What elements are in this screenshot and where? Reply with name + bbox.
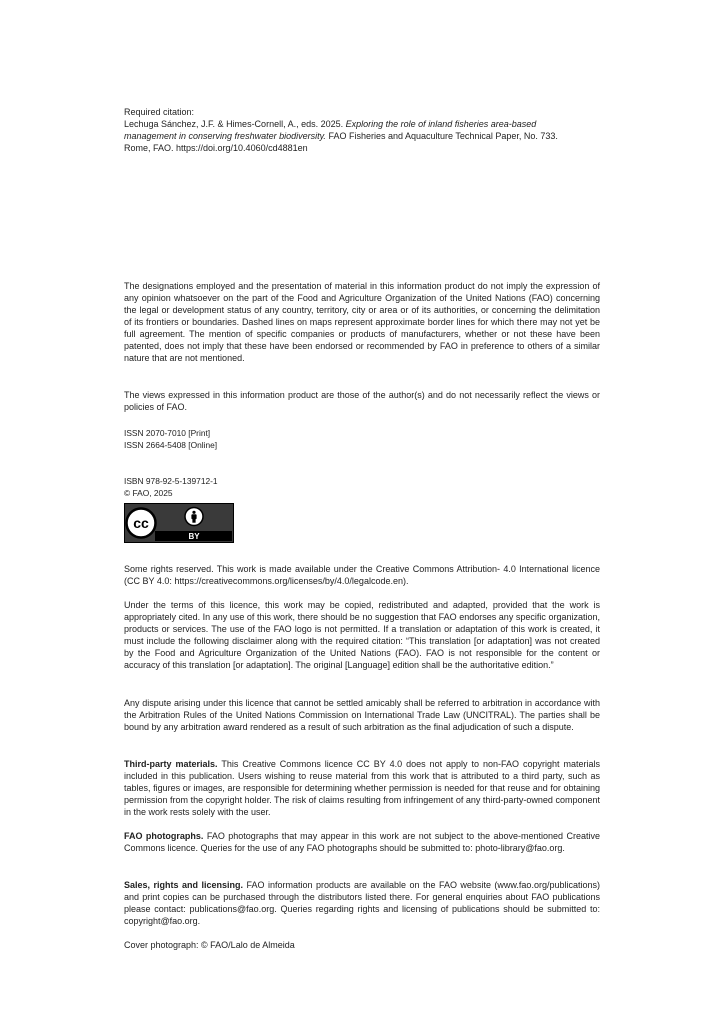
- attribution-person-icon: [185, 508, 203, 526]
- third-party-lead: Third-party materials.: [124, 759, 218, 769]
- citation-label: Required citation:: [124, 107, 195, 117]
- photographs-lead: FAO photographs.: [124, 831, 204, 841]
- citation-line-2: [124, 130, 600, 142]
- citation-authors: Lechuga Sánchez, J.F. & Himes-Cornell, A., eds. 2025.: [124, 119, 344, 129]
- sales-body: FAO information products are available on the FAO website (www.fao.org/publications) and print copies can be purchased through the distributors listed there. For general enquiries about FAO publications please contact: publications@fao.org. Queries regarding rights and licensing of publications should be submitted to: copyright@fao.org.: [124, 880, 600, 926]
- terms-text: Under the terms of this licence, this work may be copied, redistributed and adapted, provided that the work is appropriately cited. In any use of this work, there should be no suggestion that FAO endorses any specific organization, products or services. The use of the FAO logo is not permitted. If a translation or adaptation of this work is created, it must include the following disclaimer along with the required citation: “This translation [or adaptation] was not created by the Food and Agriculture Organization of the United Nations (FAO). FAO is not responsible for the content or accuracy of this translation [or adaptation]. The original [Language] edition shall be the authoritative edition.”: [124, 600, 600, 670]
- dispute-clause: [124, 697, 600, 733]
- rights-statement: [124, 563, 600, 587]
- designations-disclaimer: [124, 280, 600, 364]
- citation-line-1: [124, 118, 600, 130]
- views-text: The views expressed in this information product are those of the author(s) and do not necessarily reflect the views or policies of FAO.: [124, 390, 600, 412]
- citation-title-part-2: management in conserving freshwater biodiversity.: [124, 131, 326, 141]
- fao-photographs: [124, 830, 600, 854]
- required-citation: [124, 106, 600, 154]
- copyright-notice: © FAO, 2025: [124, 488, 173, 498]
- cc-text: cc: [133, 515, 149, 531]
- issn-block: [124, 427, 600, 451]
- isbn-number: ISBN 978-92-5-139712-1: [124, 476, 218, 486]
- third-party-paragraph: [124, 758, 600, 818]
- cc-by-license-badge: [124, 503, 234, 543]
- isbn-block: [124, 475, 600, 499]
- sales-lead: Sales, rights and licensing.: [124, 880, 243, 890]
- citation-publisher: Rome, FAO. https://doi.org/10.4060/cd4881en: [124, 143, 308, 153]
- third-party-materials: [124, 758, 600, 818]
- rights-text: Some rights reserved. This work is made available under the Creative Commons Attribution- 4.0 International licence (CC BY 4.0: https://creativecommons.org/licenses/by/4.0/legalcode.en).: [124, 564, 600, 586]
- citation-series: FAO Fisheries and Aquaculture Technical Paper, No. 733.: [328, 131, 558, 141]
- licence-terms: [124, 599, 600, 671]
- sales-paragraph: [124, 879, 600, 927]
- cover-photograph-credit: [124, 939, 600, 951]
- issn-online: ISSN 2664-5408 [Online]: [124, 440, 218, 450]
- cover-text: Cover photograph: © FAO/Lalo de Almeida: [124, 940, 295, 950]
- photographs-body: FAO photographs that may appear in this work are not subject to the above-mentioned Creative Commons licence. Queries for the use of any FAO photographs should be submitted to: photo-library@fao.org.: [124, 831, 600, 853]
- sales-rights-licensing: [124, 879, 600, 927]
- cc-icon: [127, 509, 156, 538]
- issn-print: ISSN 2070-7010 [Print]: [124, 428, 211, 438]
- by-label: BY: [188, 532, 200, 541]
- dispute-text: Any dispute arising under this licence that cannot be settled amicably shall be referred to arbitration in accordance with the Arbitration Rules of the United Nations Commission on International Trade Law (UNCITRAL). The parties shall be bound by any arbitration award rendered as a result of such arbitration as the final adjudication of such a dispute.: [124, 698, 600, 732]
- designations-text: The designations employed and the presentation of material in this information product do not imply the expression of any opinion whatsoever on the part of the Food and Agriculture Organization of the United Nations (FAO) concerning the legal or development status of any country, territory, city or area or of its authorities, or concerning the delimitation of its frontiers or boundaries. Dashed lines on maps represent approximate border lines for which there may not yet be full agreement. The mention of specific companies or products of manufacturers, whether or not these have been patented, does not imply that these have been endorsed or recommended by FAO in preference to others of a similar nature that are not mentioned.: [124, 281, 600, 363]
- third-party-body: This Creative Commons licence CC BY 4.0 does not apply to non-FAO copyright materials included in this publication. Users wishing to reuse material from this work that is attributed to a third party, such as tables, figures or images, are responsible for determining whether permission is needed for that reuse and for obtaining permission from the copyright holder. The risk of claims resulting from infringement of any third-party-owned component in the work rests solely with the user.: [124, 759, 601, 817]
- photographs-paragraph: [124, 830, 600, 854]
- views-disclaimer: [124, 389, 600, 413]
- citation-title-part-1: Exploring the role of inland fisheries area-based: [345, 119, 537, 129]
